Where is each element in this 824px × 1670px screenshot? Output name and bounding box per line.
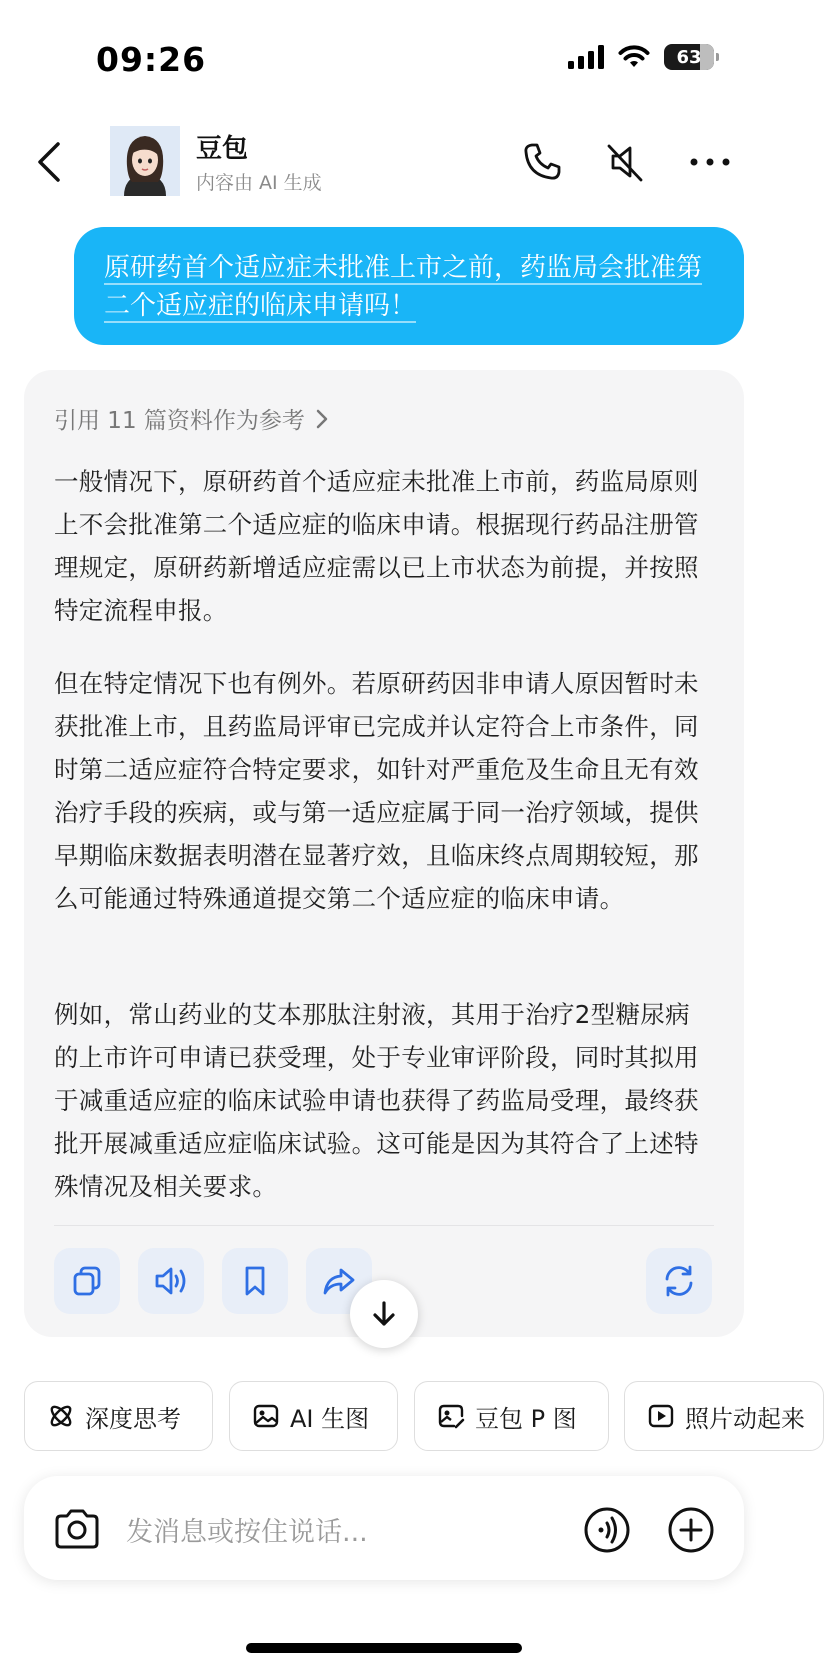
avatar-portrait (110, 126, 180, 196)
user-message-bubble[interactable] (74, 227, 744, 345)
battery-level: 63 (676, 46, 702, 68)
bot-subtitle: 内容由 AI 生成 (196, 172, 322, 194)
quick-action-p-image[interactable] (414, 1381, 609, 1451)
copy-button[interactable] (54, 1248, 120, 1314)
reference-label: 引用 11 篇资料作为参考 (54, 408, 305, 434)
quick-action-ai-image[interactable] (229, 1381, 398, 1451)
back-button[interactable] (30, 138, 70, 186)
message-input[interactable]: 发消息或按住说话... (126, 1517, 368, 1548)
bot-name: 豆包 (196, 134, 249, 164)
image-icon (252, 1402, 280, 1430)
image-edit-icon (437, 1402, 465, 1430)
signal-icon (568, 45, 604, 69)
call-button[interactable] (520, 140, 564, 184)
divider (54, 1225, 714, 1226)
wifi-icon (618, 45, 650, 69)
copy-icon (70, 1264, 104, 1298)
voice-call-button[interactable] (582, 1505, 632, 1555)
quick-action-deep-think[interactable] (24, 1381, 213, 1451)
quick-action-label: 豆包 P 图 (475, 1404, 577, 1433)
more-options-button[interactable] (688, 150, 732, 174)
reference-link[interactable] (54, 402, 329, 435)
user-message-text: 原研药首个适应症未批准上市之前，药监局会批准第二个适应症的临床申请吗！ (104, 253, 703, 321)
quick-action-label: AI 生图 (290, 1404, 370, 1433)
answer-paragraph: 例如，常山药业的艾本那肽注射液，其用于治疗2型糖尿病的上市许可申请已获受理，处于专业审评阶段，同时其拟用于减重适应症的临床试验申请也获得了药监局受理，最终获批开展减重适应症临床试验。这可能是因为其符合了上述特殊情况及相关要求。 (54, 1000, 699, 1201)
status-icons (568, 44, 714, 70)
answer-paragraph: 一般情况下，原研药首个适应症未批准上市前，药监局原则上不会批准第二个适应症的临床申请。根据现行药品注册管理规定，原研药新增适应症需以已上市状态为前提，并按照特定流程申报。 (54, 467, 699, 625)
status-time: 09:26 (96, 40, 207, 79)
phone-icon (520, 140, 564, 184)
quick-action-label: 深度思考 (85, 1404, 181, 1433)
battery-indicator (664, 44, 714, 70)
bookmark-icon (240, 1264, 270, 1298)
more-dots-icon (688, 150, 732, 174)
quick-action-label: 照片动起来 (685, 1404, 805, 1433)
scroll-to-bottom-button[interactable] (350, 1280, 418, 1348)
speaker-icon (153, 1264, 189, 1298)
voice-wave-icon (582, 1505, 632, 1555)
speaker-muted-icon (603, 140, 647, 184)
atom-icon (47, 1402, 75, 1430)
plus-icon (666, 1505, 716, 1555)
home-indicator[interactable] (246, 1643, 522, 1653)
answer-paragraph: 但在特定情况下也有例外。若原研药因非申请人原因暂时未获批准上市，且药监局评审已完成并认定符合上市条件，同时第二适应症符合特定要求，如针对严重危及生命且无有效治疗手段的疾病，或与第一适应症属于同一治疗领域，提供早期临床数据表明潜在显著疗效，且临床终点周期较短，那么可能通过特殊通道提交第二个适应症的临床申请。 (54, 669, 699, 913)
add-attachment-button[interactable] (666, 1505, 716, 1555)
camera-icon (52, 1506, 102, 1552)
read-aloud-button[interactable] (138, 1248, 204, 1314)
share-icon (321, 1264, 357, 1298)
chevron-left-icon (30, 138, 70, 186)
mute-button[interactable] (603, 140, 647, 184)
bot-avatar[interactable] (110, 126, 180, 196)
quick-action-photo-animate[interactable] (624, 1381, 824, 1451)
chevron-right-icon (315, 408, 329, 430)
regenerate-button[interactable] (646, 1248, 712, 1314)
play-icon (647, 1402, 675, 1430)
camera-button[interactable] (52, 1506, 102, 1552)
bookmark-button[interactable] (222, 1248, 288, 1314)
arrow-down-icon (369, 1299, 399, 1329)
regenerate-icon (661, 1263, 697, 1299)
